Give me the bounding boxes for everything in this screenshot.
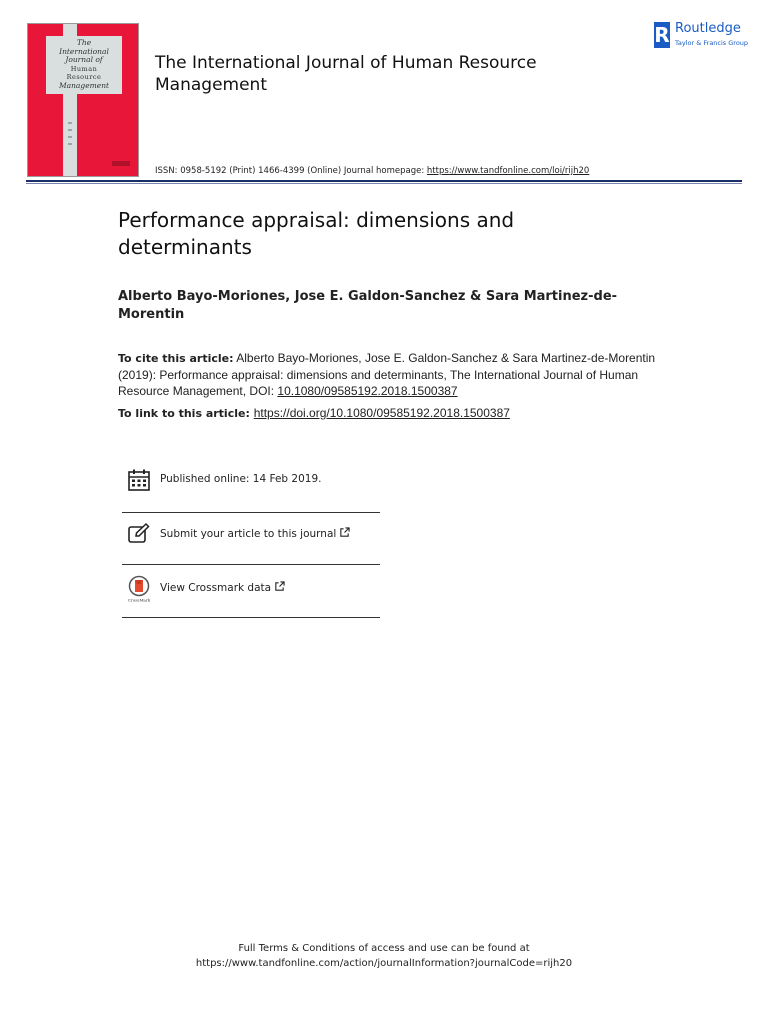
footer-line: Full Terms & Conditions of access and use can be found at bbox=[238, 943, 530, 954]
article-link-block bbox=[118, 405, 658, 422]
info-divider bbox=[122, 617, 380, 618]
external-link-icon bbox=[339, 527, 350, 538]
external-link-icon bbox=[274, 581, 285, 592]
footer-terms-link[interactable]: https://www.tandfonline.com/action/journalInformation?journalCode=rijh20 bbox=[195, 958, 573, 969]
journal-cover-image bbox=[27, 23, 139, 177]
cover-mark bbox=[68, 143, 72, 145]
citation-label: To cite this article: bbox=[118, 352, 234, 365]
crossmark-icon bbox=[127, 575, 151, 603]
doi-link[interactable]: 10.1080/09585192.2018.1500387 bbox=[277, 384, 458, 398]
cover-publisher-mark bbox=[112, 161, 130, 166]
cover-title-line: Resource bbox=[66, 73, 102, 81]
crossmark-link[interactable]: View Crossmark data bbox=[160, 582, 272, 594]
publisher-subtitle: Taylor & Francis Group bbox=[675, 39, 749, 47]
journal-title: The International Journal of Human Resource Management bbox=[155, 53, 537, 95]
submit-article-label bbox=[160, 527, 350, 540]
journal-homepage-link[interactable]: https://www.tandfonline.com/loi/rijh20 bbox=[426, 166, 590, 176]
cover-mark bbox=[68, 136, 72, 138]
cover-title-box bbox=[46, 36, 122, 94]
crossmark-icon-label: CrossMark bbox=[127, 597, 151, 603]
crossmark-row[interactable] bbox=[122, 575, 380, 627]
info-divider bbox=[122, 512, 380, 513]
header-divider bbox=[26, 180, 742, 182]
cover-mark bbox=[68, 122, 72, 124]
citation-text: Alberto Bayo-Moriones, Jose E. Galdon-Sanchez & Sara Martinez-de-Morentin (2019): Performance appraisal: dimensions and determinants, The International Journal of Human Resource Management, DOI: bbox=[118, 351, 656, 398]
info-divider bbox=[122, 564, 380, 565]
cover-title-line: Human bbox=[70, 64, 98, 73]
issn-text: ISSN: 0958-5192 (Print) 1466-4399 (Online) Journal homepage: bbox=[155, 166, 427, 176]
routledge-r-icon: R bbox=[654, 23, 670, 47]
article-authors: Alberto Bayo-Moriones, Jose E. Galdon-Sanchez & Sara Martinez-de-Morentin bbox=[118, 289, 618, 322]
issn-line bbox=[155, 166, 589, 176]
cover-mark bbox=[68, 129, 72, 131]
footer-terms bbox=[0, 941, 768, 971]
crossmark-label bbox=[160, 581, 285, 594]
cover-title-line: International bbox=[59, 46, 109, 56]
cover-title-line: The bbox=[76, 38, 92, 47]
calendar-icon bbox=[127, 468, 151, 492]
edit-icon bbox=[127, 522, 151, 546]
article-link-label: To link to this article: bbox=[118, 407, 254, 420]
citation-block bbox=[118, 350, 658, 399]
article-title: Performance appraisal: dimensions and determinants bbox=[118, 208, 515, 259]
header-divider-thin bbox=[26, 183, 742, 184]
publisher-name: Routledge bbox=[675, 21, 741, 36]
article-doi-url-link[interactable]: https://doi.org/10.1080/09585192.2018.1500387 bbox=[253, 406, 510, 420]
cover-title-line: Management bbox=[58, 80, 110, 90]
routledge-logo bbox=[654, 22, 754, 52]
submit-article-link[interactable]: Submit your article to this journal bbox=[160, 528, 337, 540]
published-online-text: Published online: 14 Feb 2019. bbox=[160, 473, 322, 485]
cover-title-line: Journal of bbox=[65, 55, 103, 64]
submit-article-row[interactable] bbox=[122, 522, 380, 574]
